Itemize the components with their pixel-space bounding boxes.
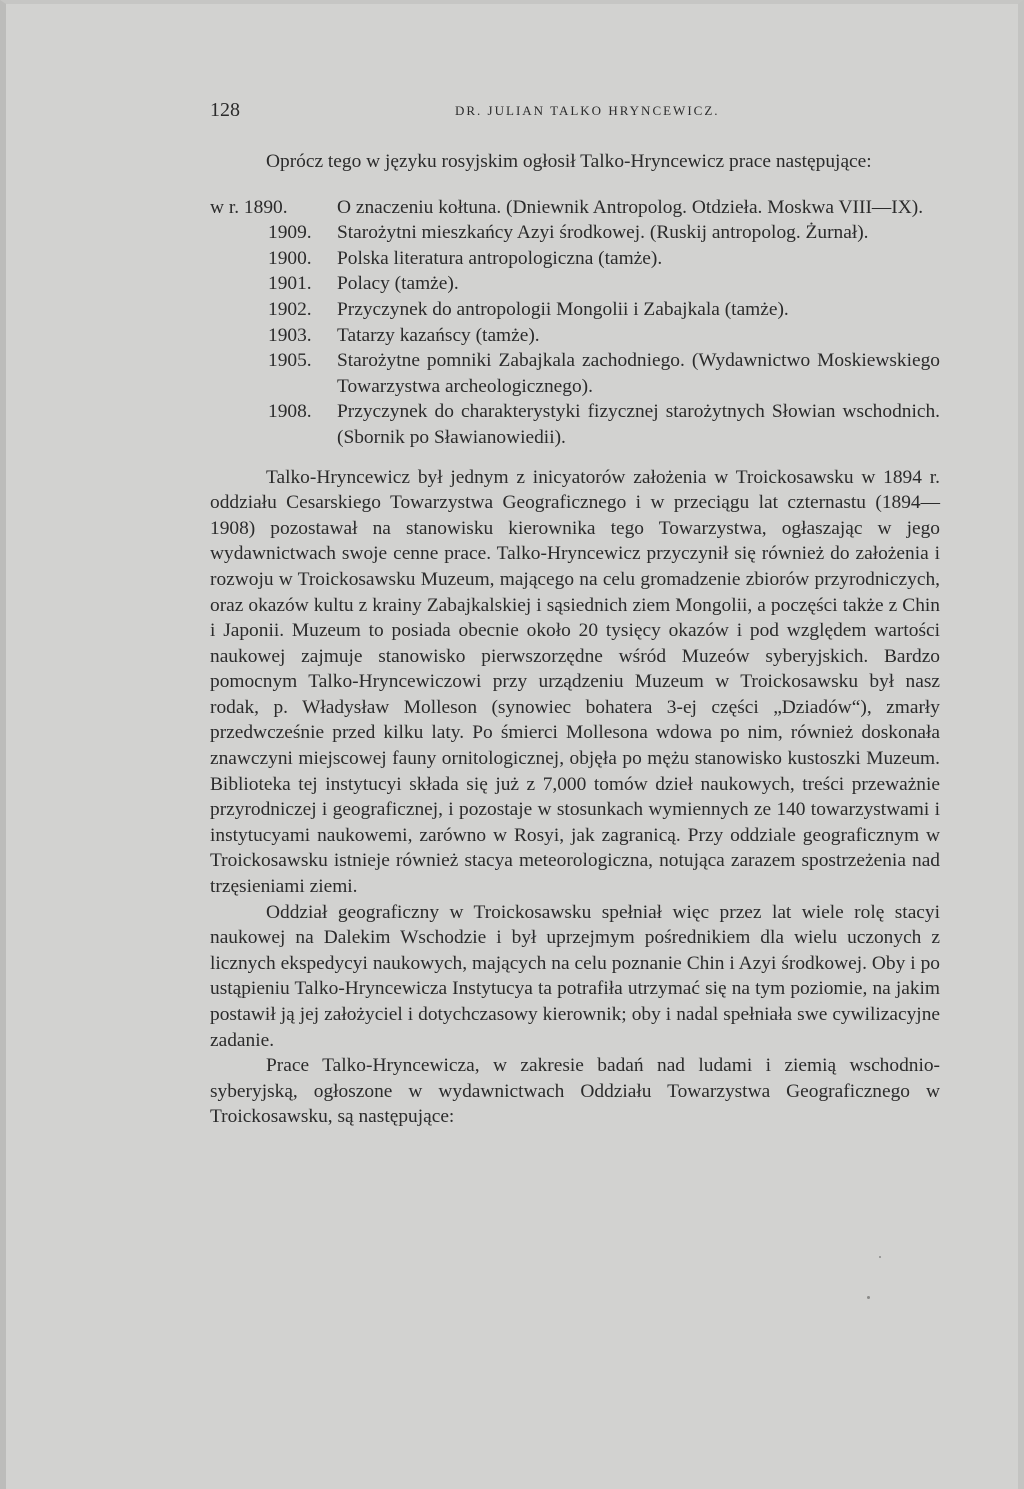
entry-title: Polska literatura antropologiczna (tamże). xyxy=(337,247,663,269)
entry-title: O znaczeniu kołtuna. (Dniewnik Antropolog. Otdzieła. Moskwa VIII—IX). xyxy=(337,196,924,218)
body-paragraph: Talko-Hryncewicz był jednym z inicyatorów założenia w Troickosawsku w 1894 r. oddziału Cesarskiego Towarzystwa Geograficznego i w przeciągu lat czternastu (1894—1908) pozostawał na stanowisku kierownika tego Towarzystwa, ogłaszając w jego wydawnictwach swoje cenne prace. Talko-Hryncewicz przyczynił się również do założenia i rozwoju w Troickosawsku Muzeum, mającego na celu gromadzenie zbiorów przyrodniczych, oraz okazów kultu z krainy Zabajkalskiej i sąsiednich ziem Mongolii, a poczęści także z Chin i Japonii. Muzeum to posiada obecnie około 20 tysięcy okazów i pod względem wartości naukowej zajmuje stanowisko pierwszorzędne wśród Muzeów syberyjskich. Bardzo pomocnym Talko-Hryncewiczowi przy urządzeniu Muzeum w Troickosawsku był nasz rodak, p. Władysław Molleson (synowiec bohatera 3-ej części „Dziadów“), zmarły przedwcześnie przed kilku laty. Po śmierci Mollesona wdowa po nim, również doskonała znawczyni miejscowej fauny ornitologicznej, objęła po mężu stanowisko kustoszki Muzeum. Biblioteka tej instytucyi składa się już z 7,000 tomów dzieł naukowych, treści przeważnie przyrodniczej i geograficznej, i pozostaje w stosunkach wymiennych ze 140 towarzystwami i instytucyami naukowemi, zarówno w Rosyi, jak zagranicą. Przy oddziale geograficznym w Troickosawsku istnieje również stacya meteorologiczna, notująca zarazem spostrzeżenia nad trzęsieniami ziemi. xyxy=(210,466,940,898)
entry-title: Tatarzy kazańscy (tamże). xyxy=(337,324,540,346)
bibliography-list xyxy=(210,195,940,451)
running-head: DR. JULIAN TALKO HRYNCEWICZ. xyxy=(455,103,720,118)
page-header xyxy=(210,99,940,129)
entry-year: 1903. xyxy=(268,324,312,346)
entry-year: w r. 1890. xyxy=(210,196,288,218)
entry-title: Starożytni mieszkańcy Azyi środkowej. (Ruskij antropolog. Żurnał). xyxy=(337,222,869,244)
bibliography-entry xyxy=(210,323,940,349)
bibliography-entry xyxy=(210,348,940,399)
bibliography-entry xyxy=(210,220,940,246)
paper-speck xyxy=(879,1256,881,1258)
entry-year: 1905. xyxy=(268,350,312,372)
bibliography-entry xyxy=(210,271,940,297)
entry-year: 1902. xyxy=(268,298,312,320)
entry-year: 1900. xyxy=(268,247,312,269)
entry-year: 1901. xyxy=(268,273,312,295)
body-paragraph: Oddział geograficzny w Troickosawsku spełniał więc przez lat wiele rolę stacyi naukowej na Dalekim Wschodzie i był uprzejmym pośrednikiem dla wielu uczonych z licznych ekspedycyi naukowych, mających na celu poznanie Chin i Azyi środkowej. Oby i po ustąpieniu Talko-Hryncewicza Instytucya ta potrafiła utrzymać się na tym poziomie, na jakim postawił ją jej założyciel i dotychczasowy kierownik; oby i nadal spełniała swe cywilizacyjne zadanie. xyxy=(210,901,940,1051)
bibliography-entry xyxy=(210,399,940,450)
body-text xyxy=(210,149,940,1130)
bibliography-entry xyxy=(210,195,940,221)
entry-year: 1909. xyxy=(268,222,312,244)
entry-title: Starożytne pomniki Zabajkala zachodniego. (Wydawnictwo Moskiewskiego Towarzystwa archeologicznego). xyxy=(337,350,940,397)
body-paragraph: Prace Talko-Hryncewicza, w zakresie badań nad ludami i ziemią wschodnio-syberyjską, ogłoszone w wydawnictwach Oddziału Towarzystwa Geograficznego w Troickosawsku, są następujące: xyxy=(210,1055,940,1128)
page-number: 128 xyxy=(210,99,240,121)
entry-title: Przyczynek do antropologii Mongolii i Zabajkala (tamże). xyxy=(337,298,789,320)
entry-title: Polacy (tamże). xyxy=(337,273,459,295)
bibliography-entry xyxy=(210,246,940,272)
entry-title: Przyczynek do charakterystyki fizycznej starożytnych Słowian wschodnich. (Sbornik po Sławianowiedii). xyxy=(337,401,940,448)
entry-year: 1908. xyxy=(268,401,312,423)
bibliography-entry xyxy=(210,297,940,323)
intro-paragraph: Oprócz tego w języku rosyjskim ogłosił Talko-Hryncewicz prace następujące: xyxy=(266,151,872,172)
paper-speck xyxy=(867,1296,870,1299)
